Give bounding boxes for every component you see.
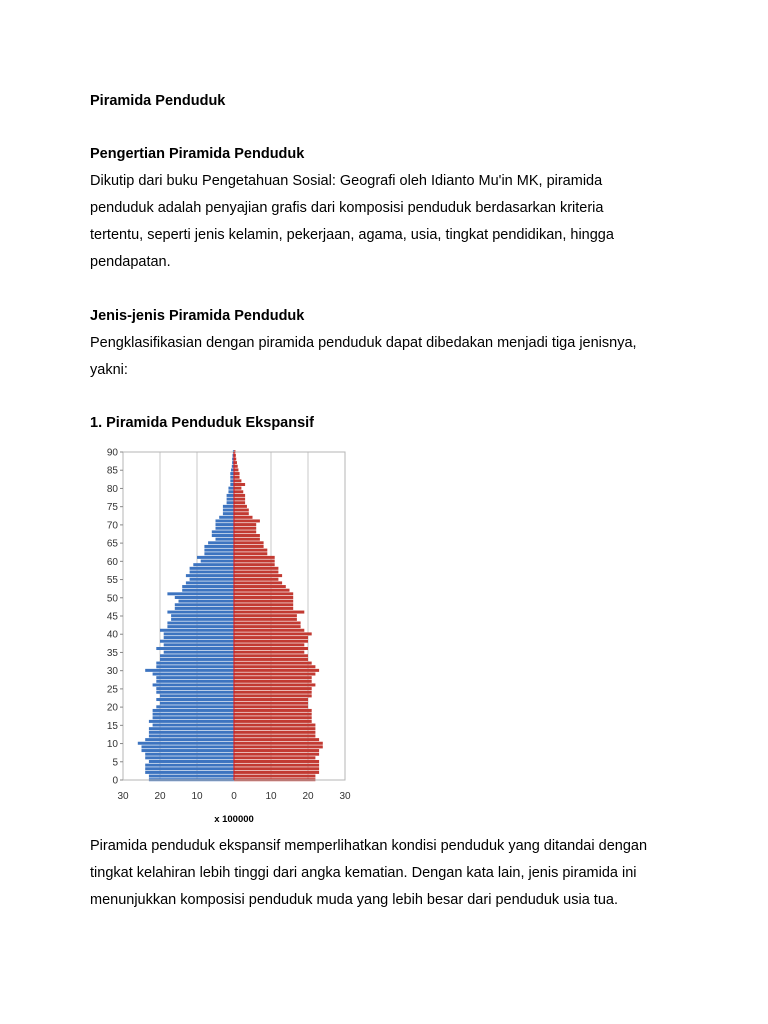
chart-bar-right <box>234 720 312 723</box>
chart-bar-right <box>234 556 275 559</box>
chart-bar-right <box>234 479 241 482</box>
chart-bar-right <box>234 527 256 530</box>
chart-y-tick-label: 55 <box>106 575 118 587</box>
chart-bar-right <box>234 636 308 639</box>
chart-bar-right <box>234 552 267 555</box>
paragraph-line: tingkat kelahiran lebih tinggi dari angka kematian. Dengan kata lain, jenis piramida ini <box>90 865 637 881</box>
chart-bar-left <box>223 505 234 508</box>
chart-x-ticks <box>117 791 351 802</box>
chart-bar-right <box>234 603 293 606</box>
chart-bar-right <box>234 724 315 727</box>
chart-bar-right <box>234 673 315 676</box>
chart-bar-right <box>234 574 282 577</box>
paragraph-line: Dikutip dari buku Pengetahuan Sosial: Geografi oleh Idianto Mu'in MK, piramida <box>90 173 603 189</box>
paragraph-line: menunjukkan komposisi penduduk muda yang lebih besar dari penduduk usia tua. <box>90 892 618 908</box>
chart-y-tick-label: 0 <box>112 775 118 787</box>
chart-bar-left <box>175 607 234 610</box>
chart-bar-left <box>160 658 234 661</box>
chart-bar-left <box>228 487 234 490</box>
chart-bar-left <box>175 596 234 599</box>
chart-bar-left <box>230 476 234 479</box>
chart-bar-right <box>234 567 278 570</box>
chart-bar-left <box>142 749 235 752</box>
chart-bar-right <box>234 505 247 508</box>
chart-bar-left <box>153 713 234 716</box>
chart-bar-right <box>234 512 249 515</box>
chart-bar-right <box>234 534 260 537</box>
chart-bar-left <box>149 731 234 734</box>
chart-bar-right <box>234 632 312 635</box>
chart-bar-right <box>234 509 249 512</box>
chart-bar-left <box>216 519 235 522</box>
chart-bar-left <box>156 691 234 694</box>
chart-bar-left <box>160 654 234 657</box>
chart-bar-left <box>186 574 234 577</box>
chart-bar-left <box>160 629 234 632</box>
chart-bar-left <box>156 680 234 683</box>
chart-bar-left <box>227 494 234 497</box>
chart-y-tick-label: 50 <box>106 593 118 605</box>
chart-bar-right <box>234 734 315 737</box>
chart-bar-right <box>234 694 312 697</box>
chart-bar-right <box>234 538 260 541</box>
chart-bar-right <box>234 581 282 584</box>
chart-bar-left <box>149 734 234 737</box>
paragraph-jenis <box>90 330 680 384</box>
chart-bar-right <box>234 549 267 552</box>
chart-bar-right <box>234 654 308 657</box>
chart-bar-right <box>234 625 301 628</box>
chart-bar-right <box>234 592 293 595</box>
chart-bar-left <box>182 585 234 588</box>
paragraph-line: yakni: <box>90 362 128 378</box>
chart-bar-right <box>234 611 304 614</box>
chart-bar-left <box>164 643 234 646</box>
chart-bar-right <box>234 669 319 672</box>
chart-bar-left <box>156 698 234 701</box>
chart-bar-left <box>175 603 234 606</box>
chart-bar-right <box>234 749 319 752</box>
chart-bar-left <box>153 683 234 686</box>
chart-y-tick-label: 20 <box>106 702 118 714</box>
chart-bar-left <box>216 538 235 541</box>
chart-x-tick-label: 10 <box>265 791 277 802</box>
chart-bar-right <box>234 727 315 730</box>
chart-bar-right <box>234 585 286 588</box>
chart-bar-right <box>234 709 312 712</box>
chart-bar-left <box>230 483 234 486</box>
paragraph-line: penduduk adalah penyajian grafis dari komposisi penduduk berdasarkan kriteria <box>90 200 604 216</box>
chart-bar-right <box>234 476 240 479</box>
chart-bar-left <box>204 549 234 552</box>
chart-bar-left <box>145 753 234 756</box>
chart-y-tick-label: 40 <box>106 629 118 641</box>
chart-bar-left <box>160 640 234 643</box>
chart-y-tick-label: 65 <box>106 538 118 550</box>
section-heading-jenis: Jenis-jenis Piramida Penduduk <box>90 308 305 324</box>
chart-bar-left <box>164 632 234 635</box>
chart-bar-left <box>156 662 234 665</box>
chart-bar-right <box>234 530 256 533</box>
chart-bar-left <box>179 600 235 603</box>
chart-bar-left <box>223 512 234 515</box>
chart-bar-left <box>160 694 234 697</box>
chart-bar-left <box>219 516 234 519</box>
population-pyramid-chart <box>88 445 363 830</box>
chart-x-tick-label: 30 <box>117 791 129 802</box>
chart-bar-right <box>234 756 315 759</box>
section-heading-pengertian: Pengertian Piramida Penduduk <box>90 146 305 162</box>
chart-bar-right <box>234 771 319 774</box>
chart-bar-right <box>234 483 245 486</box>
chart-bar-left <box>145 756 234 759</box>
chart-bar-left <box>156 687 234 690</box>
chart-bar-left <box>160 702 234 705</box>
chart-bar-left <box>171 614 234 617</box>
chart-x-tick-label: 10 <box>191 791 203 802</box>
chart-bar-left <box>149 775 234 778</box>
chart-bar-right <box>234 472 240 475</box>
paragraph-line: Piramida penduduk ekspansif memperlihatkan kondisi penduduk yang ditandai dengan <box>90 838 648 854</box>
chart-bar-left <box>227 498 234 501</box>
chart-x-tick-label: 0 <box>231 791 237 802</box>
chart-bar-left <box>156 647 234 650</box>
chart-bar-right <box>234 687 312 690</box>
chart-bar-right <box>234 640 308 643</box>
chart-bar-left <box>153 724 234 727</box>
chart-bar-left <box>153 673 234 676</box>
subsection-heading-ekspansif: 1. Piramida Penduduk Ekspansif <box>90 415 315 431</box>
chart-bar-left <box>190 567 234 570</box>
chart-bar-right <box>234 629 304 632</box>
paragraph-ekspansif <box>90 833 690 914</box>
chart-bar-left <box>145 738 234 741</box>
chart-bar-left <box>138 742 234 745</box>
chart-bar-left <box>197 556 234 559</box>
paragraph-pengertian <box>90 168 680 276</box>
chart-y-tick-label: 45 <box>106 611 118 623</box>
chart-y-tick-label: 15 <box>106 720 118 732</box>
chart-bar-left <box>145 669 234 672</box>
chart-bar-right <box>234 764 319 767</box>
chart-bar-left <box>156 665 234 668</box>
chart-bar-left <box>208 541 234 544</box>
chart-bar-right <box>234 676 312 679</box>
chart-bar-right <box>234 501 245 504</box>
chart-bar-right <box>234 618 297 621</box>
chart-bar-right <box>234 596 293 599</box>
chart-bar-left <box>167 592 234 595</box>
chart-bar-right <box>234 702 308 705</box>
chart-bar-right <box>234 738 319 741</box>
chart-y-tick-label: 60 <box>106 556 118 568</box>
chart-bar-left <box>145 771 234 774</box>
chart-bar-right <box>234 563 275 566</box>
chart-bar-left <box>149 760 234 763</box>
chart-bar-right <box>234 643 304 646</box>
chart-bar-right <box>234 705 308 708</box>
chart-bar-right <box>234 600 293 603</box>
chart-bar-right <box>234 621 301 624</box>
paragraph-line: Pengklasifikasian dengan piramida penduduk dapat dibedakan menjadi tiga jenisnya, <box>90 335 637 351</box>
chart-bar-right <box>234 716 312 719</box>
chart-bar-right <box>234 731 315 734</box>
chart-bar-right <box>234 607 293 610</box>
chart-bar-left <box>164 651 234 654</box>
chart-bar-right <box>234 519 260 522</box>
chart-bar-right <box>234 494 245 497</box>
chart-bar-left <box>201 560 234 563</box>
chart-bar-left <box>230 479 234 482</box>
chart-y-tick-label: 35 <box>106 647 118 659</box>
chart-bar-left <box>223 509 234 512</box>
chart-y-tick-label: 25 <box>106 684 118 696</box>
chart-bar-left <box>156 705 234 708</box>
chart-bar-right <box>234 545 264 548</box>
chart-bar-right <box>234 647 308 650</box>
chart-bar-left <box>227 501 234 504</box>
chart-bar-left <box>171 618 234 621</box>
chart-bar-left <box>164 636 234 639</box>
chart-bar-right <box>234 745 323 748</box>
chart-y-ticks <box>107 448 123 787</box>
chart-y-tick-label: 80 <box>106 483 118 495</box>
chart-bar-right <box>234 698 308 701</box>
chart-bar-left <box>212 530 234 533</box>
chart-x-tick-label: 20 <box>154 791 166 802</box>
chart-y-tick-label: 30 <box>106 666 118 678</box>
chart-bar-right <box>234 753 319 756</box>
chart-bar-left <box>204 552 234 555</box>
chart-bar-right <box>234 465 238 468</box>
chart-bar-right <box>234 541 264 544</box>
chart-bar-left <box>149 727 234 730</box>
chart-bar-right <box>234 713 312 716</box>
chart-bar-left <box>216 527 235 530</box>
chart-bar-left <box>149 720 234 723</box>
chart-bar-left <box>193 563 234 566</box>
chart-bar-right <box>234 498 245 501</box>
document-title: Piramida Penduduk <box>90 93 226 109</box>
chart-bar-left <box>142 745 235 748</box>
chart-bar-right <box>234 468 238 471</box>
chart-bar-right <box>234 487 241 490</box>
chart-bar-right <box>234 578 278 581</box>
chart-bars <box>138 450 323 781</box>
chart-bar-right <box>234 767 319 770</box>
chart-bar-left <box>212 534 234 537</box>
chart-bar-right <box>234 760 319 763</box>
chart-x-tick-label: 20 <box>302 791 314 802</box>
chart-bar-right <box>234 665 315 668</box>
chart-bar-right <box>234 662 312 665</box>
chart-bar-left <box>167 611 234 614</box>
chart-bar-right <box>234 516 253 519</box>
chart-bar-left <box>186 581 234 584</box>
chart-bar-left <box>167 621 234 624</box>
chart-bar-left <box>228 490 234 493</box>
chart-bar-left <box>145 767 234 770</box>
chart-bar-right <box>234 490 243 493</box>
chart-bar-right <box>234 560 275 563</box>
chart-y-tick-label: 5 <box>112 757 118 769</box>
chart-x-axis-label: x 100000 <box>214 814 254 825</box>
chart-y-tick-label: 10 <box>106 739 118 751</box>
chart-bar-left <box>153 716 234 719</box>
chart-x-tick-label: 30 <box>339 791 351 802</box>
chart-bar-right <box>234 742 323 745</box>
chart-y-tick-label: 70 <box>106 520 118 532</box>
chart-bar-left <box>156 676 234 679</box>
chart-bar-left <box>145 764 234 767</box>
chart-bar-right <box>234 570 278 573</box>
chart-bar-right <box>234 691 312 694</box>
chart-y-tick-label: 90 <box>106 447 118 459</box>
chart-bar-left <box>190 570 234 573</box>
paragraph-line: pendapatan. <box>90 254 171 270</box>
chart-bar-right <box>234 589 290 592</box>
paragraph-line: tertentu, seperti jenis kelamin, pekerjaan, agama, usia, tingkat pendidikan, hingga <box>90 227 614 243</box>
chart-bar-right <box>234 680 312 683</box>
chart-bar-right <box>234 614 297 617</box>
chart-bar-right <box>234 683 315 686</box>
chart-bar-left <box>167 625 234 628</box>
chart-y-tick-label: 85 <box>106 465 118 477</box>
chart-bar-left <box>182 589 234 592</box>
chart-bar-left <box>153 709 234 712</box>
chart-bar-left <box>216 523 235 526</box>
chart-bar-right <box>234 658 308 661</box>
chart-bar-left <box>204 545 234 548</box>
chart-bar-left <box>190 578 234 581</box>
chart-bar-right <box>234 651 304 654</box>
chart-y-tick-label: 75 <box>106 502 118 514</box>
chart-bar-right <box>234 775 315 778</box>
chart-bar-right <box>234 523 256 526</box>
chart-bar-left <box>230 472 234 475</box>
